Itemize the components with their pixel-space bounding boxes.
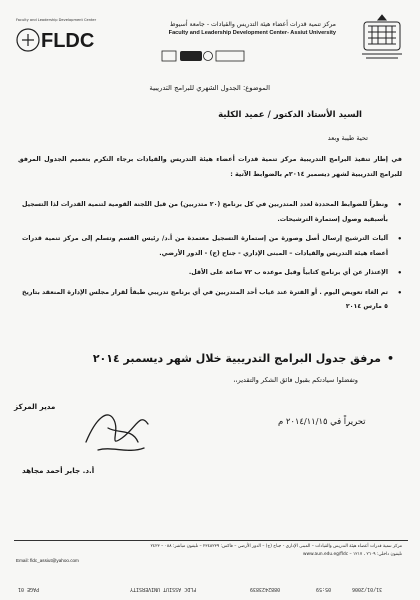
signatory-name: أ.د. جابر أحمد مجاهد — [22, 466, 95, 475]
footer-phone: تليفون داخلي: ٢٦٠٩ ، ١٢١٧ – www.aun.edu.eg/fldc — [303, 552, 402, 557]
logo-text: FLDC — [41, 30, 95, 52]
university-seal-icon — [356, 12, 408, 62]
footer-divider — [14, 540, 408, 541]
list-item — [22, 198, 402, 227]
bullet-icon: • — [397, 288, 402, 297]
handwritten-signature — [78, 398, 156, 464]
certification-icons — [160, 50, 250, 62]
letterhead-center-text — [128, 20, 336, 38]
issue-date: تحريراً في ٢٠١٤/١١/١٥ م — [278, 416, 366, 426]
attachment-text: مرفق جدول البرامج التدريبية خلال شهر ديسمبر ٢٠١٤ — [92, 352, 381, 365]
list-item — [22, 286, 402, 315]
list-item-text: الإعتذار عن أي برنامج كتابياً وقبل موعده ب ٧٢ ساعة على الأقل. — [188, 269, 388, 276]
list-item — [22, 232, 402, 261]
fax-page: PAGE 01 — [18, 586, 40, 592]
fax-time: 05:59 — [316, 586, 332, 592]
signatory-title: مدير المركز — [14, 402, 56, 411]
letterhead-arabic-1: مركز تنمية قدرات أعضاء هيئة التدريس والقيادات - جامعة أسيوط — [169, 21, 336, 28]
letter-greeting: تحية طيبة وبعد — [327, 134, 368, 142]
letterhead — [10, 10, 410, 62]
footer-address: مركز تنمية قدرات أعضاء هيئة التدريس والقيادات – المبنى الإداري - جناح (ج) – الدور الأرضي – فاكس: ٢٣٤٨٢٣٩ – تليفون مباشر: ٠٨٨ – ٢٤٢٣ — [150, 544, 402, 549]
fax-number: 0882423839 — [250, 586, 281, 592]
list-item — [22, 266, 402, 281]
list-item-text: تم الغاء تعويض اليوم . أو الفترة عند غياب أحد المتدربين في أي برنامج تدريبي طبقاً لقرار مجلس الإدارة المنعقد بتاريخ ٥ مارس ٢٠١٤ — [22, 288, 388, 310]
list-item-text: آليات الترشيح إرسال أصل وصورة من إستمارة التسجيل معتمدة من أ.د/ رئيس القسم وتسلم إلى مركز تنمية قدرات أعضاء هيئة التدريس والقيادات – المبنى الإداري - جناح (ج) - الدور الأرضي. — [22, 235, 388, 257]
fax-sender: FLDC ASSIUT UNIVERSITY — [130, 586, 197, 592]
bullet-icon: • — [397, 235, 402, 243]
letter-subject: الموضوع: الجدول الشهري للبرامج التدريبية — [149, 84, 270, 92]
fldc-logo — [12, 18, 116, 58]
letterhead-english: Faculty and Leadership Development Center- Assiut University — [168, 30, 336, 36]
logo-tagline: Faculty and Leadership Development Center — [16, 18, 97, 22]
fax-date: 31/01/2006 — [352, 586, 383, 592]
conditions-list — [22, 198, 402, 320]
letter-intro-paragraph: في إطار تنفيذ البرامج التدريبية مركز تنمية قدرات أعضاء هيئة التدريس والقيادات برجاء التكرم بتعميم الجدول المرفق للبرامج التدريبية لشهر ديسمبر ٢٠١٤م بالضوابط الآتية : — [18, 155, 402, 178]
attachment-note — [93, 352, 394, 365]
bullet-icon: • — [397, 269, 402, 277]
bullet-icon: • — [397, 201, 402, 209]
fldc-logo-mark — [14, 25, 116, 55]
letter-addressee: السيد الأستاذ الدكتور / عميد الكلية — [218, 110, 362, 120]
footer-email: Email: fldc_assiut@yahoo.com — [16, 558, 79, 563]
closing-line: وتفضلوا سيادتكم بقبول فائق الشكر والتقدير،، — [233, 376, 358, 384]
list-item-text: ونظراً للضوابط المحددة لعدد المتدربين في كل برنامج (٢٠ متدربين) من قبل اللجنة القومية لتنمية القدرات لذا التسجيل بأسبقية وصول إستمارة الترشيحات. — [22, 201, 388, 223]
fax-header-strip — [0, 584, 420, 596]
bullet-icon: • — [386, 352, 394, 365]
